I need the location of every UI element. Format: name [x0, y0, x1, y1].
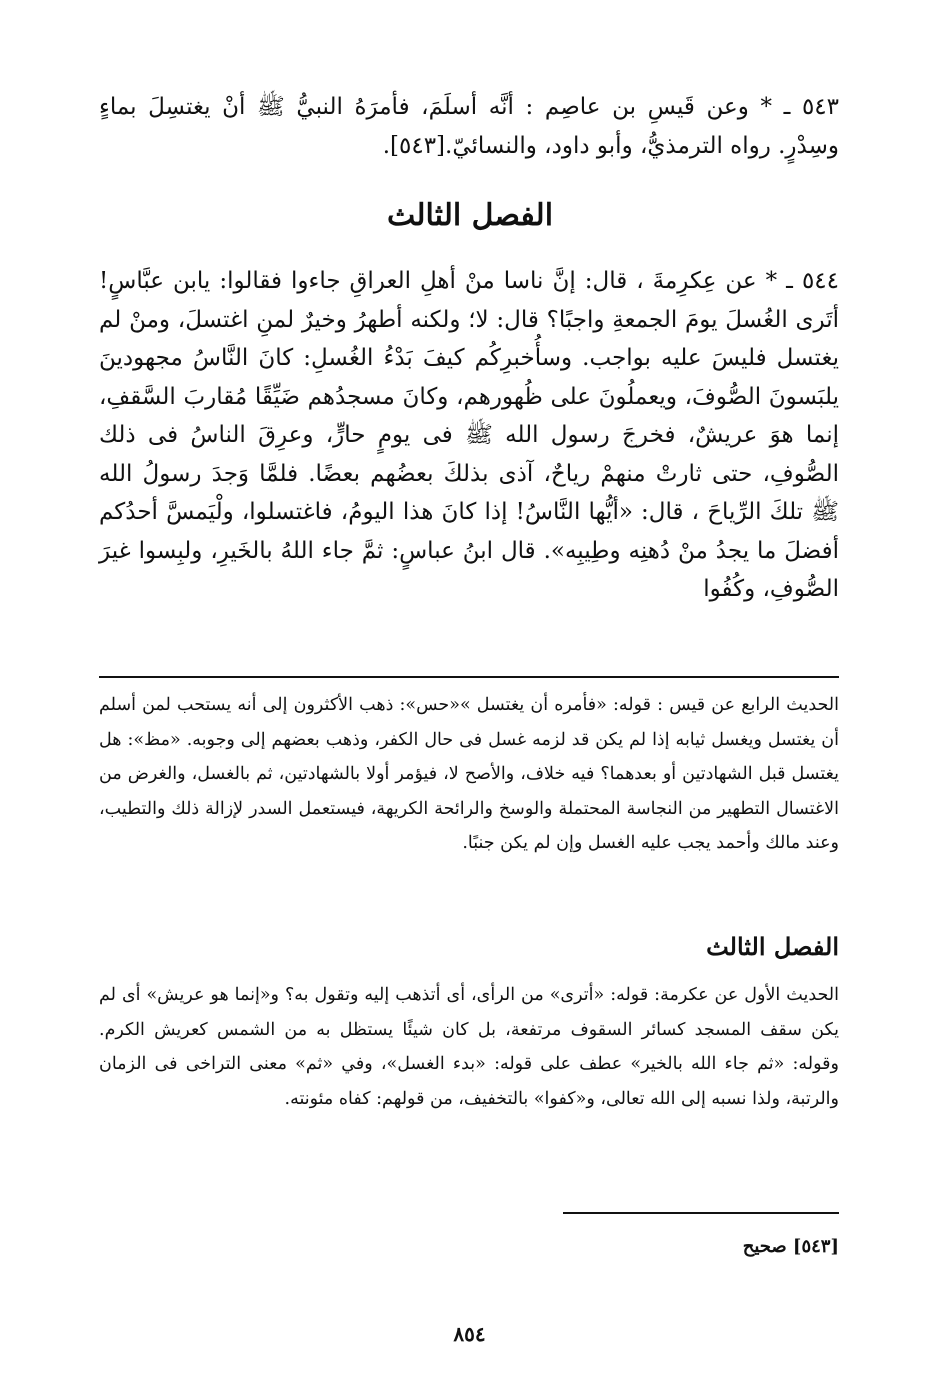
- main-divider-rule: [99, 676, 839, 678]
- page-number: ٨٥٤: [453, 1322, 486, 1346]
- section-heading: الفصل الثالث: [386, 198, 554, 233]
- commentary-paragraph-1: الحديث الرابع عن قيس : قوله: «فأمره أن يغتسل »«حس»: ذهب الأكثرون إلى أنه يستحب لمن أسلم أن يغتسل ويغسل ثيابه إذا لم يكن قد لزمه غسل فى حال الكفر، وذهب بعضهم إلى وجوبه. «مظ»: هل يغتسل قبل الشهادتين أو بعدهما؟ فيه خلاف، والأصح لا، فيؤمر أولا بالشهادتين، ثم بالغسل، والغرض من الاغتسال التطهير من النجاسة المحتملة والوسخ والرائحة الكريهة، فيستعمل السدر لإزالة ذلك والتطيب، وعند مالك وأحمد يجب عليه الغسل وإن لم يكن جنبًا.: [99, 695, 839, 853]
- footnote-reference: [٥٤٣] صحيح: [742, 1236, 839, 1257]
- hadith-544-text: ٥٤٤ ـ * عن عِكرِمةَ ، قال: إنَّ ناسا منْ أهلِ العراقِ جاءوا فقالوا: يابن عبَّاسٍ! أتَرى الغُسلَ يومَ الجمعةِ واجبًا؟ قال: لا؛ ولكنه أطهرُ وخيرٌ لمنِ اغتسلَ، ومنْ لم يغتسل فليسَ عليه بواجب. وسأُخبرِكُم كيفَ بَدْءُ الغُسلِ: كانَ النَّاسُ مجهودينَ يلبَسونَ الصُّوفَ، ويعملُونَ على ظُهورهم، وكانَ مسجدُهم ضَيِّقًا مُقاربَ السَّقفِ، إنما هوَ عريشٌ، فخرجَ رسول الله ﷺ فى يومٍ حارٍّ، وعرِقَ الناسُ فى ذلك الصُّوفِ، حتى ثارتْ منهمْ رياحٌ، آذى بذلكَ بعضُهم بعضًا. فلمَّا وَجدَ رسولُ الله ﷺ تلكَ الرِّياحَ ، قال: «أيُّها النَّاسُ! إذا كانَ هذا اليومُ، فاغتسلوا، ولْيَمسَّ أحدُكم أفضلَ ما يجدُ منْ دُهنِه وطِيبِه». قال ابنُ عباسٍ: ثمَّ جاء اللهُ بالخَيرِ، ولبِسوا غيرَ الصُّوفِ، وكُفُوا: [99, 268, 839, 602]
- commentary-paragraph-2: الحديث الأول عن عكرمة: قوله: «أترى» من الرأى، أى أتذهب إليه وتقول به؟ و«إنما هو عريش» أى لم يكن سقف المسجد كسائر السقوف مرتفعة، بل كان شيئًا يستظل به من الشمس كعريش الكرم. وقوله: «ثم جاء الله بالخير» عطف على قوله: «بدء الغسل»، وفي «ثم» معنى التراخى فى الزمان والرتبة، ولذا نسبه إلى الله تعالى، و«كفوا» بالتخفيف، من قولهم: كفاه مئونته.: [99, 985, 839, 1109]
- commentary-section-heading: الفصل الثالث: [706, 932, 839, 961]
- footnote-divider-rule: [563, 1212, 839, 1214]
- hadith-543-text: ٥٤٣ ـ * وعن قَيسِ بن عاصِم : أنَّه أسلَمَ، فأمرَهُ النبيُّ ﷺ أنْ يغتسِلَ بماءٍ وسِدْرٍ. رواه الترمذيُّ، وأبو داود، والنسائيّ.[٥٤٣].: [99, 94, 839, 159]
